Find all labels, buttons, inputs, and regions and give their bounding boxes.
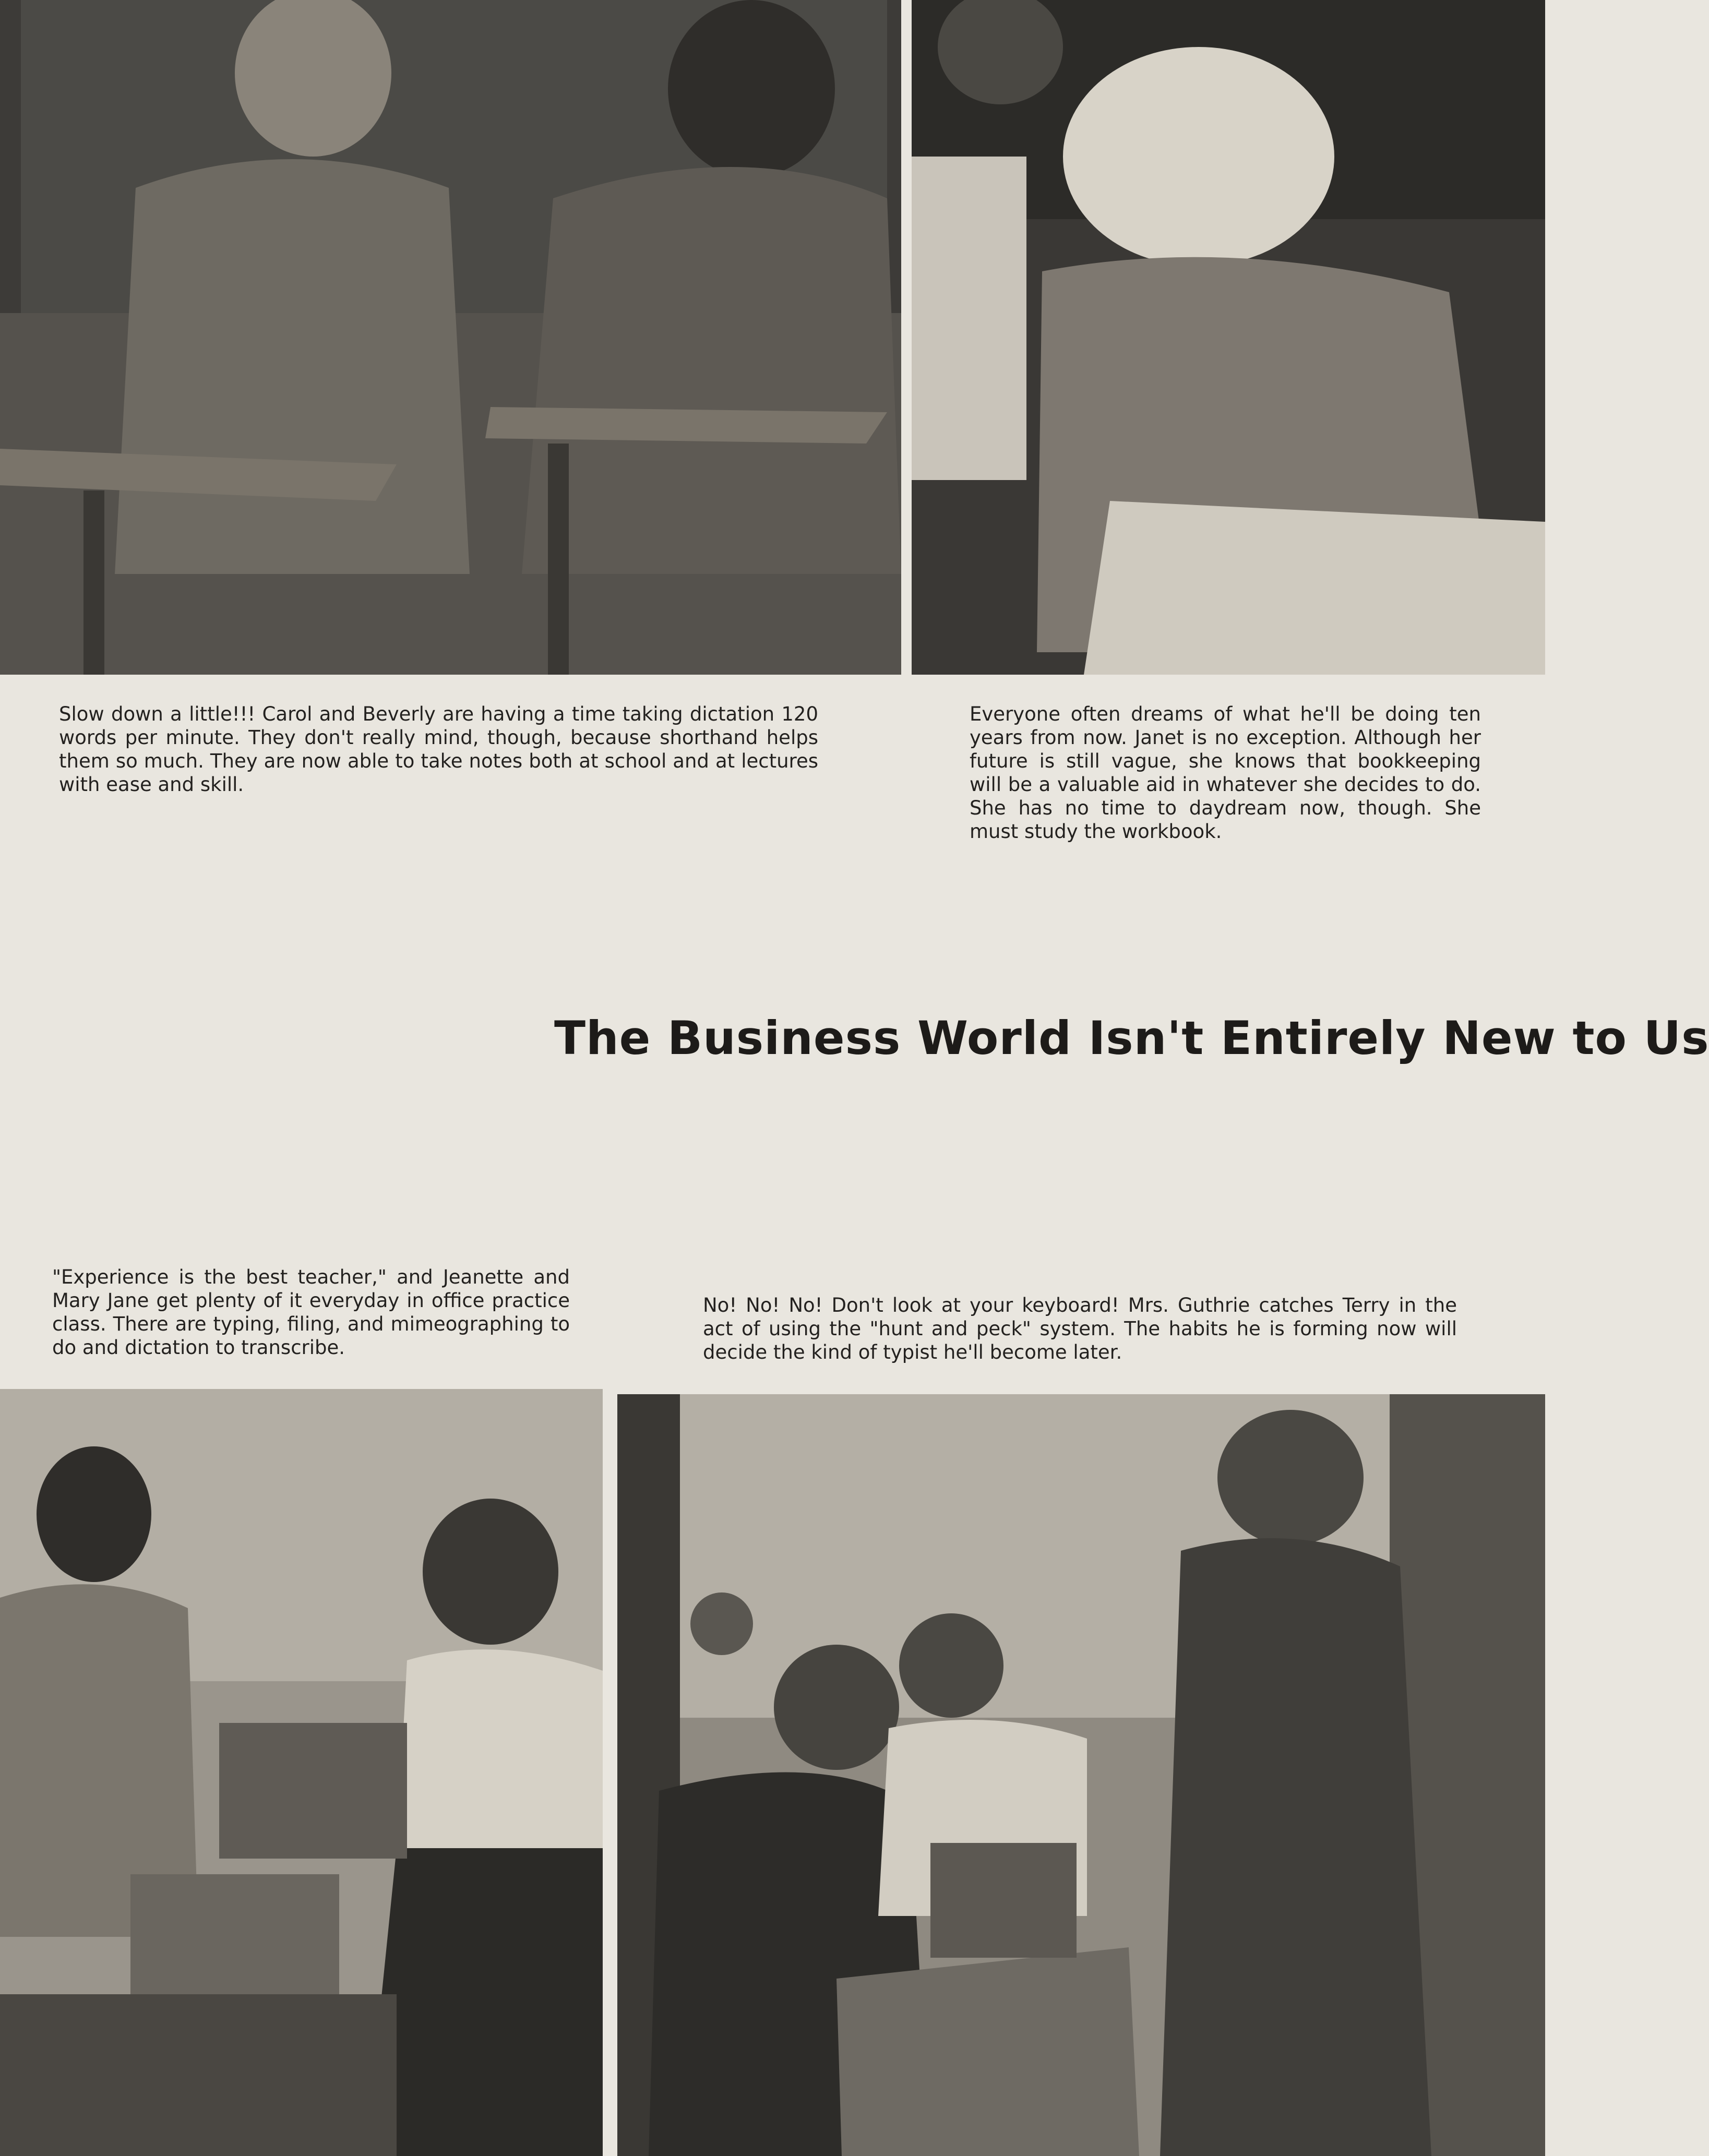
photo-shorthand-class-image <box>0 0 901 675</box>
page-heading: The Business World Isn't Entirely New to Us <box>554 1011 1709 1065</box>
caption-bookkeeping: Everyone often dreams of what he'll be doing ten years from now. Janet is no exception. Although her future is still vague, she knows that bookkeeping will be a valuable aid in whatever she decides to do. She has no time to daydream now, though. She must study the workbook. <box>970 703 1481 843</box>
photo-office-practice-image <box>0 1389 603 2156</box>
photo-bookkeeping-study-image <box>912 0 1545 675</box>
caption-shorthand: Slow down a little!!! Carol and Beverly are having a time taking dictation 120 words per minute. They don't really mind, though, because shorthand helps them so much. They are now able to take notes both at school and at lectures with ease and skill. <box>59 703 818 796</box>
photo-bookkeeping-study <box>912 0 1545 675</box>
photo-typing-class-image <box>617 1394 1545 2156</box>
photo-typing-class <box>617 1394 1545 2156</box>
caption-office-practice: "Experience is the best teacher," and Jeanette and Mary Jane get plenty of it everyday in office practice class. There are typing, filing, and mimeographing to do and dictation to transcribe. <box>52 1266 570 1359</box>
photo-office-practice <box>0 1389 603 2156</box>
photo-shorthand-class <box>0 0 901 675</box>
caption-typing: No! No! No! Don't look at your keyboard! Mrs. Guthrie catches Terry in the act of using the "hunt and peck" system. The habits he is forming now will decide the kind of typist he'll become later. <box>703 1294 1457 1363</box>
